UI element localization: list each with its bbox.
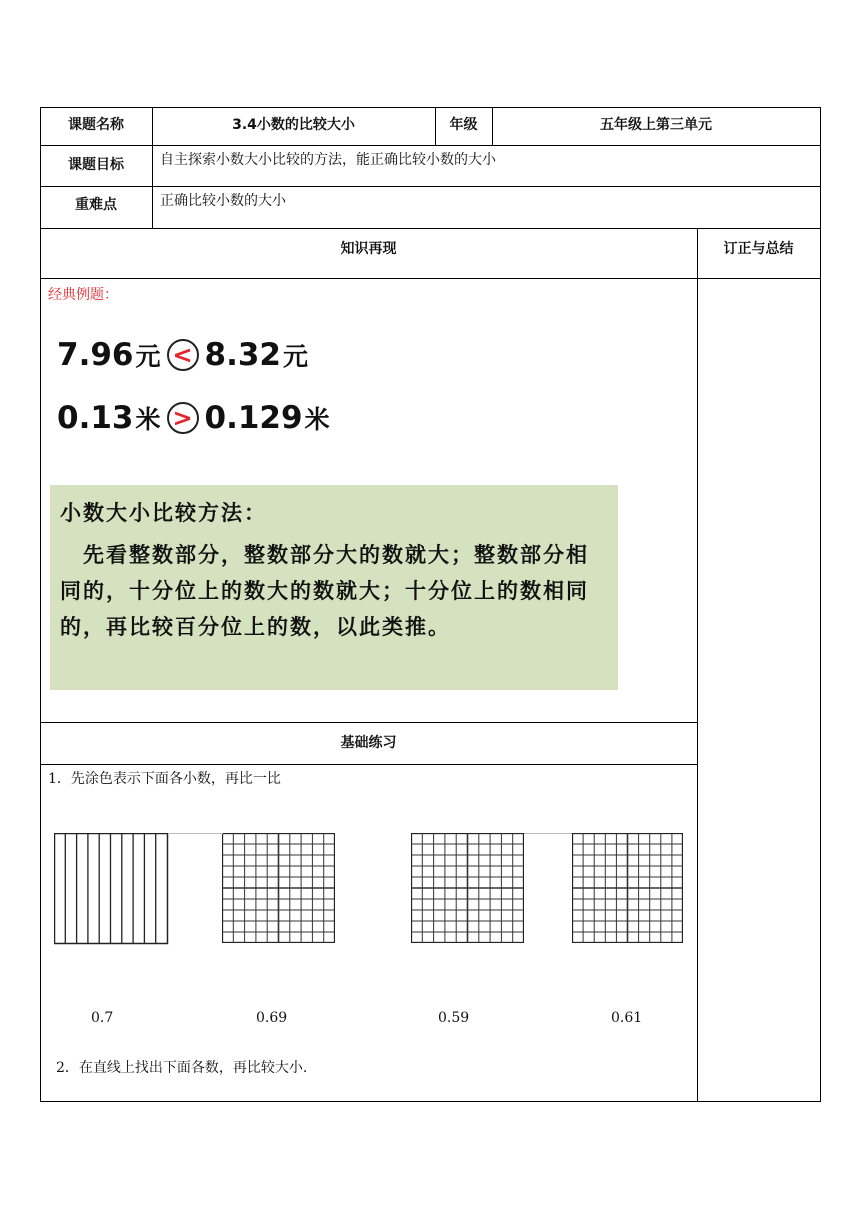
grid-connector [169,833,223,834]
method-title: 小数大小比较方法： [60,501,267,525]
table-border-right [820,107,821,1102]
table-border-top [40,107,820,108]
question-2: 2．在直线上找出下面各数，再比较大小. [56,1060,308,1076]
example-1-symbol: < [167,339,199,371]
key-value: 正确比较小数的大小 [160,193,286,209]
row-divider [40,278,820,279]
hundredths-grid-3 [572,833,683,943]
grade-label: 年级 [449,117,478,133]
example-1-right: 8.32 [204,337,282,373]
row-divider [40,764,698,765]
example-2-right-unit: 米 [304,405,330,434]
example-line-1 [57,337,308,373]
key-label: 重难点 [75,197,117,213]
method-body: 先看整数部分，整数部分大的数就大；整数部分相同的，十分位上的数大的数就大；十分位上的数相同的，再比较百分位上的数，以此类推。 [60,543,589,639]
example-1-right-unit: 元 [283,342,309,371]
grade-value: 五年级上第三单元 [600,117,712,133]
grid-connector [524,833,572,834]
goal-label: 课题目标 [68,157,124,173]
example-1-left-unit: 元 [135,342,161,371]
row-divider [40,228,820,229]
topic-label: 课题名称 [68,117,124,133]
example-2-left: 0.13 [57,400,134,436]
section-title-practice: 基础练习 [340,735,397,751]
hundredths-grid-1 [222,833,335,943]
row-divider [40,145,820,146]
row-divider [40,186,820,187]
col-divider [697,228,698,1102]
decimal-label-4: 0.61 [611,1010,643,1026]
side-column-title: 订正与总结 [723,241,794,257]
tenths-strip-grid [54,833,169,945]
hundredths-grid-2 [411,833,524,943]
table-border-bottom [40,1101,820,1102]
example-label: 经典例题： [48,287,118,303]
decimal-label-2: 0.69 [256,1010,288,1026]
example-2-right: 0.129 [204,400,303,436]
question-1: 1．先涂色表示下面各小数，再比一比 [48,771,281,787]
method-box [50,485,618,690]
decimal-label-1: 0.7 [91,1010,114,1026]
section-title-knowledge: 知识再现 [340,241,397,257]
row-divider [40,722,698,723]
example-line-2 [57,400,330,436]
decimal-label-3: 0.59 [438,1010,470,1026]
example-2-symbol: > [167,402,199,434]
example-1-left: 7.96 [57,337,134,373]
goal-value: 自主探索小数大小比较的方法，能正确比较小数的大小 [160,152,496,168]
topic-value: 3.4小数的比较大小 [232,117,355,133]
example-2-left-unit: 米 [135,405,161,434]
